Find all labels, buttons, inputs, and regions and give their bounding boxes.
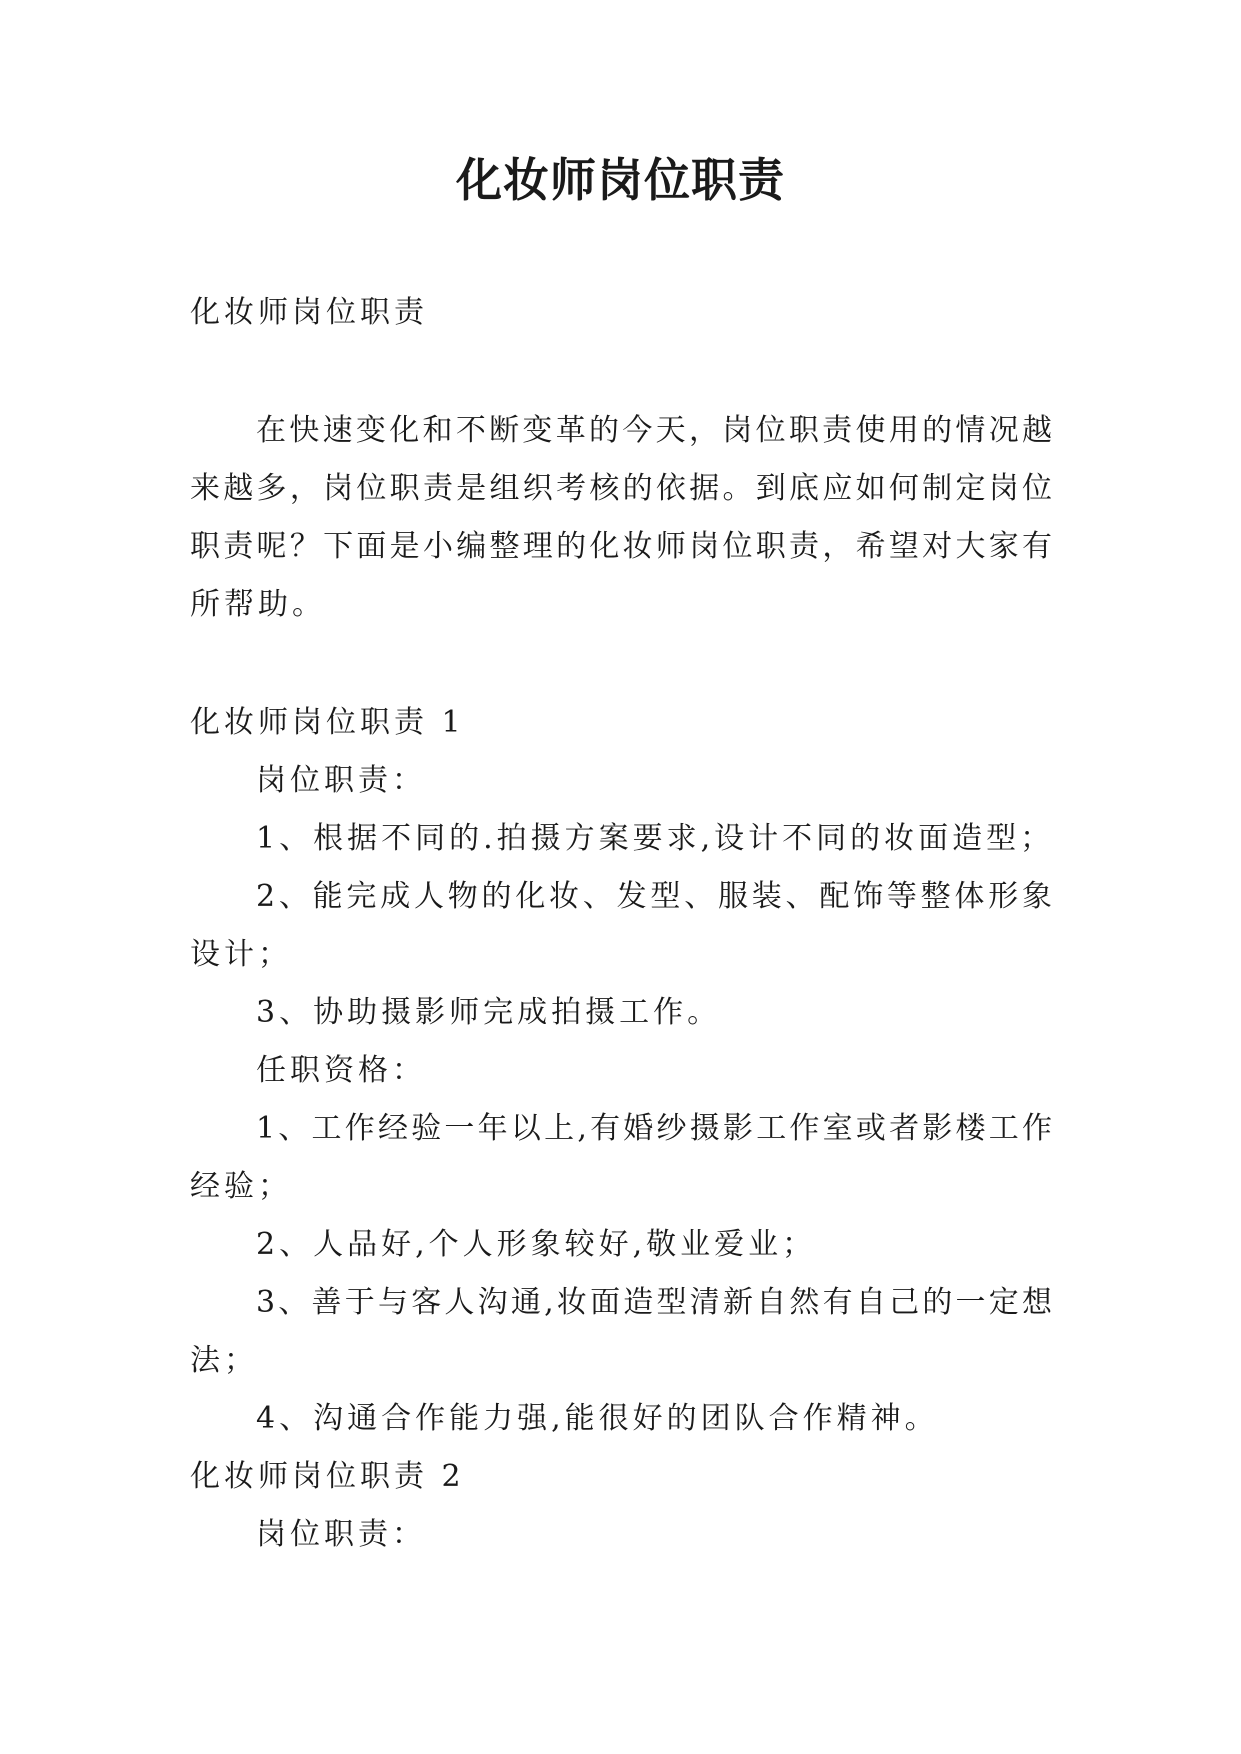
qualification-item-3-continued: 法； (190, 1343, 258, 1378)
qualification-item-3: 3、善于与客人沟通,妆面造型清新自然有自己的一定想 (256, 1285, 1052, 1320)
qualification-item-4: 4、沟通合作能力强,能很好的团队合作精神。 (256, 1401, 939, 1436)
section-1-heading: 化妆师岗位职责 1 (190, 705, 465, 740)
intro-line-4: 所帮助。 (190, 587, 326, 622)
duty-item-2: 2、能完成人物的化妆、发型、服装、配饰等整体形象 (256, 879, 1052, 914)
intro-line-2: 来越多，岗位职责是组织考核的依据。到底应如何制定岗位 (190, 471, 1052, 506)
qualification-item-2: 2、人品好,个人形象较好,敬业爱业； (256, 1227, 817, 1262)
intro-line-1: 在快速变化和不断变革的今天，岗位职责使用的情况越 (256, 413, 1052, 448)
document-subtitle: 化妆师岗位职责 (190, 295, 428, 330)
duty-item-2-continued: 设计； (190, 937, 292, 972)
document-title: 化妆师岗位职责 (456, 153, 785, 207)
section-2-duties-label: 岗位职责： (256, 1517, 426, 1552)
section-2-heading: 化妆师岗位职责 2 (190, 1459, 465, 1494)
qualifications-label: 任职资格： (256, 1053, 426, 1088)
duty-item-1: 1、根据不同的.拍摄方案要求,设计不同的妆面造型； (256, 821, 1055, 856)
qualification-item-1-continued: 经验； (190, 1169, 292, 1204)
qualification-item-1: 1、工作经验一年以上,有婚纱摄影工作室或者影楼工作 (256, 1111, 1052, 1146)
section-1-duties-label: 岗位职责： (256, 763, 426, 798)
intro-line-3: 职责呢？下面是小编整理的化妆师岗位职责，希望对大家有 (190, 529, 1052, 564)
duty-item-3: 3、协助摄影师完成拍摄工作。 (256, 995, 722, 1030)
